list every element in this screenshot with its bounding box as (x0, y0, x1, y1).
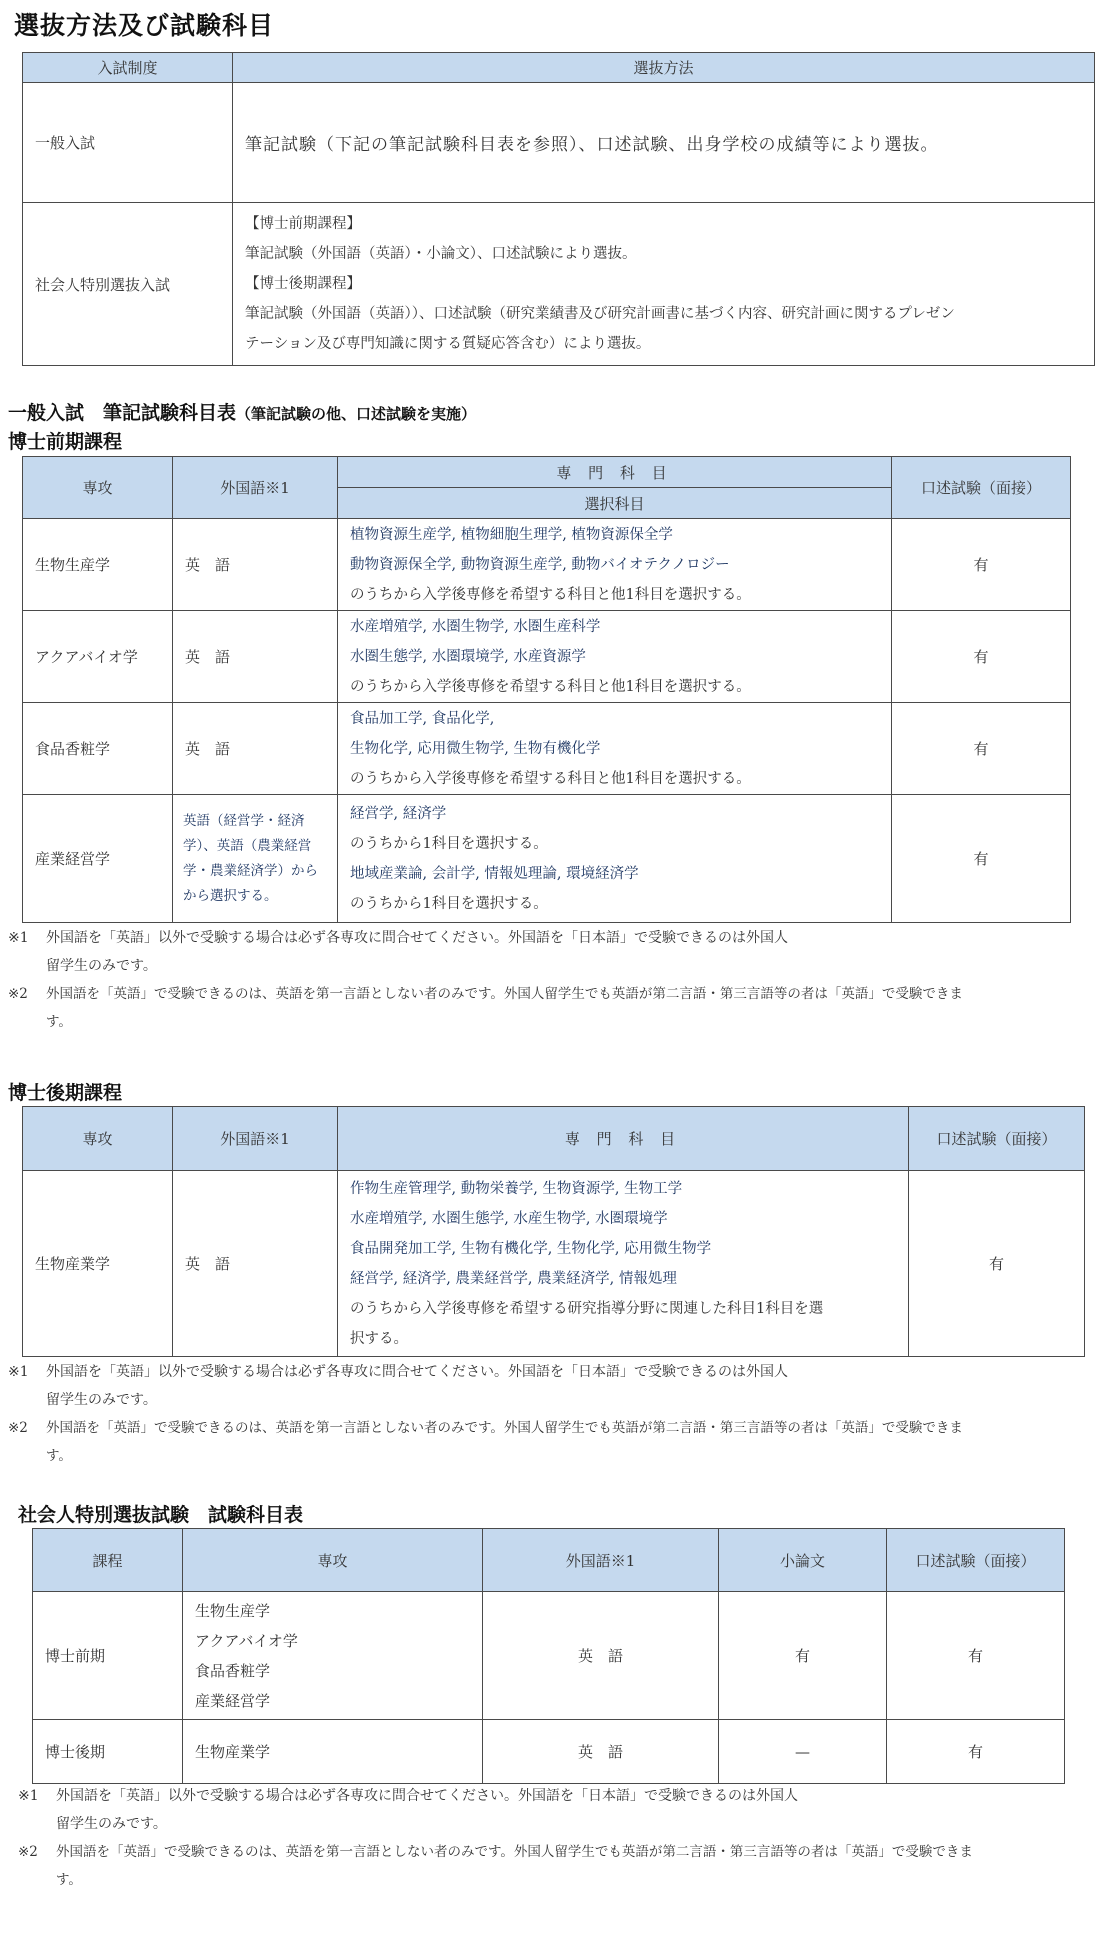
language-line: から選択する。 (183, 887, 278, 904)
subject-note: のうちから1科目を選択する。 (350, 835, 548, 852)
header-selection-method: 選抜方法 (233, 53, 1095, 83)
footnote-line: 外国語を「英語」で受験できるのは、英語を第一言語としない者のみです。外国人留学生でも英語が第二言語・第三言語等の者は「英語」で受験できま (56, 1844, 973, 1860)
subject-note: のうちから入学後専修を希望する科目と他1科目を選択する。 (350, 586, 751, 603)
footnotes (8, 1358, 1098, 1470)
header-foreign-language: 外国語※1 (173, 1107, 338, 1171)
selection-method-table (22, 52, 1095, 366)
majors-cell (183, 1592, 483, 1720)
major-cell: アクアバイオ学 (23, 611, 173, 703)
subject-line: 食品開発加工学, 生物有機化学, 生物化学, 応用微生物学 (350, 1240, 712, 1257)
header-foreign-language: 外国語※1 (483, 1529, 719, 1592)
subject-line: 水産増殖学, 水圏生態学, 水産生物学, 水圏環境学 (350, 1210, 668, 1227)
language-line: 英語（経営学・経済 (183, 812, 305, 829)
social-line: 筆記試験（外国語（英語）・小論文）、口述試験により選抜。 (245, 246, 637, 262)
major-cell: 生物生産学 (23, 519, 173, 611)
majors-cell: 生物産業学 (183, 1720, 483, 1784)
language-cell: 英 語 (173, 519, 338, 611)
subject-note: のうちから入学後専修を希望する科目と他1科目を選択する。 (350, 770, 751, 787)
doctor-course-heading: 博士後期課程 (8, 1082, 123, 1104)
footnote-line: す。 (56, 1872, 82, 1888)
footnote-mark: ※2 (8, 986, 28, 1002)
language-cell: 英 語 (173, 703, 338, 795)
oral-cell: 有 (892, 703, 1071, 795)
subject-line: 経営学, 経済学 (350, 805, 447, 822)
language-line: 学）、英語（農業経営 (183, 837, 312, 854)
header-major: 専攻 (23, 457, 173, 519)
general-exam-heading-main: 一般入試 筆記試験科目表 (8, 402, 237, 424)
social-line: 【博士前期課程】 (245, 216, 361, 232)
footnote-1 (8, 924, 1098, 980)
social-line: 【博士後期課程】 (245, 276, 361, 292)
footnote-mark: ※1 (8, 930, 29, 946)
oral-cell: 有 (887, 1720, 1065, 1784)
footnote-line: 外国語を「英語」以外で受験する場合は必ず各専攻に問合せてください。外国語を「日本語」で受験できるのは外国人 (56, 1788, 798, 1804)
footnote-line: 外国語を「英語」以外で受験する場合は必ず各専攻に問合せてください。外国語を「日本語」で受験できるのは外国人 (46, 1364, 788, 1380)
header-oral-exam: 口述試験（面接） (909, 1107, 1085, 1171)
course-cell: 博士後期 (33, 1720, 183, 1784)
header-major: 専攻 (183, 1529, 483, 1592)
oral-cell: 有 (892, 611, 1071, 703)
subject-line: 生物化学, 応用微生物学, 生物有機化学 (350, 740, 601, 757)
subject-line: 食品加工学, 食品化学, (350, 710, 495, 727)
header-oral-exam: 口述試験（面接） (887, 1529, 1065, 1592)
major-cell: 産業経営学 (23, 795, 173, 923)
subject-line: 経営学, 経済学, 農業経営学, 農業経済学, 情報処理 (350, 1270, 677, 1287)
header-specialty: 専 門 科 目 (338, 457, 892, 488)
footnote-line: 留学生のみです。 (46, 1392, 157, 1408)
language-cell: 英 語 (173, 1171, 338, 1357)
footnote-1 (18, 1782, 1098, 1838)
oral-cell: 有 (909, 1171, 1085, 1357)
footnote-mark: ※2 (18, 1844, 38, 1860)
footnote-mark: ※1 (8, 1364, 29, 1380)
essay-cell: 有 (719, 1592, 887, 1720)
language-line: 学・農業経済学）から (183, 862, 318, 879)
subject-line: 水圏生態学, 水圏環境学, 水産資源学 (350, 648, 586, 665)
footnote-line: 留学生のみです。 (46, 958, 157, 974)
master-course-heading: 博士前期課程 (8, 431, 123, 453)
footnote-2 (8, 1414, 1098, 1470)
page-title: 選抜方法及び試験科目 (14, 11, 275, 40)
footnote-mark: ※2 (8, 1420, 28, 1436)
footnote-line: 留学生のみです。 (56, 1816, 167, 1832)
footnote-1 (8, 1358, 1098, 1414)
header-major: 専攻 (23, 1107, 173, 1171)
subject-line: 水産増殖学, 水圏生物学, 水圏生産科学 (350, 618, 601, 635)
footnote-mark: ※1 (18, 1788, 39, 1804)
subjects-cell (338, 1171, 909, 1357)
header-oral-exam: 口述試験（面接） (892, 457, 1071, 519)
major-line: 生物生産学 (195, 1601, 271, 1620)
subject-note: 択する。 (350, 1330, 408, 1347)
major-line: アクアバイオ学 (195, 1631, 298, 1650)
subject-note: のうちから入学後専修を希望する研究指導分野に関連した科目1科目を選 (350, 1300, 824, 1317)
social-exam-heading: 社会人特別選抜試験 試験科目表 (18, 1504, 304, 1526)
footnotes (18, 1782, 1098, 1894)
major-line: 食品香粧学 (195, 1661, 271, 1680)
footnote-line: 外国語を「英語」で受験できるのは、英語を第一言語としない者のみです。外国人留学生でも英語が第二言語・第三言語等の者は「英語」で受験できま (46, 1420, 963, 1436)
footnote-line: 外国語を「英語」以外で受験する場合は必ず各専攻に問合せてください。外国語を「日本語」で受験できるのは外国人 (46, 930, 788, 946)
language-cell: 英 語 (483, 1592, 719, 1720)
footnote-line: す。 (46, 1448, 72, 1464)
oral-cell: 有 (892, 519, 1071, 611)
subject-line: 動物資源保全学, 動物資源生産学, 動物バイオテクノロジー (350, 556, 730, 573)
language-cell: 英 語 (483, 1720, 719, 1784)
footnotes (8, 924, 1098, 1036)
essay-cell: — (719, 1720, 887, 1784)
general-exam-heading-sub: （筆記試験の他、口述試験を実施） (236, 405, 477, 423)
subjects-cell (338, 611, 892, 703)
header-course: 課程 (33, 1529, 183, 1592)
exam-system-general: 一般入試 (23, 83, 233, 203)
subjects-cell (338, 795, 892, 923)
social-line: 筆記試験（外国語（英語））、口述試験（研究業績書及び研究計画書に基づく内容、研究計画に関するプレゼン (245, 306, 955, 322)
exam-system-social: 社会人特別選抜入試 (23, 203, 233, 366)
course-cell: 博士前期 (33, 1592, 183, 1720)
doctor-exam-table (22, 1106, 1085, 1357)
oral-cell: 有 (892, 795, 1071, 923)
language-cell (173, 795, 338, 923)
selection-social-text (233, 203, 1095, 366)
major-cell: 生物産業学 (23, 1171, 173, 1357)
social-line: テーション及び専門知識に関する質疑応答含む）により選抜。 (245, 336, 651, 352)
header-foreign-language: 外国語※1 (173, 457, 338, 519)
subjects-cell (338, 519, 892, 611)
master-exam-table (22, 456, 1071, 923)
header-exam-system: 入試制度 (23, 53, 233, 83)
major-cell: 食品香粧学 (23, 703, 173, 795)
header-essay: 小論文 (719, 1529, 887, 1592)
subject-line: 地域産業論, 会計学, 情報処理論, 環境経済学 (350, 865, 639, 882)
selection-general-text: 筆記試験（下記の筆記試験科目表を参照）、口述試験、出身学校の成績等により選抜。 (233, 83, 1095, 203)
social-exam-table (32, 1528, 1065, 1784)
footnote-line: す。 (46, 1014, 72, 1030)
subject-line: 作物生産管理学, 動物栄養学, 生物資源学, 生物工学 (350, 1180, 683, 1197)
subject-note: のうちから1科目を選択する。 (350, 895, 548, 912)
footnote-line: 外国語を「英語」で受験できるのは、英語を第一言語としない者のみです。外国人留学生でも英語が第二言語・第三言語等の者は「英語」で受験できま (46, 986, 963, 1002)
header-specialty: 専 門 科 目 (338, 1107, 909, 1171)
general-exam-heading (8, 398, 476, 425)
header-elective: 選択科目 (338, 488, 892, 519)
footnote-2 (18, 1838, 1098, 1894)
oral-cell: 有 (887, 1592, 1065, 1720)
language-cell: 英 語 (173, 611, 338, 703)
subjects-cell (338, 703, 892, 795)
footnote-2 (8, 980, 1098, 1036)
major-line: 産業経営学 (195, 1691, 271, 1710)
subject-note: のうちから入学後専修を希望する科目と他1科目を選択する。 (350, 678, 751, 695)
subject-line: 植物資源生産学, 植物細胞生理学, 植物資源保全学 (350, 526, 673, 543)
